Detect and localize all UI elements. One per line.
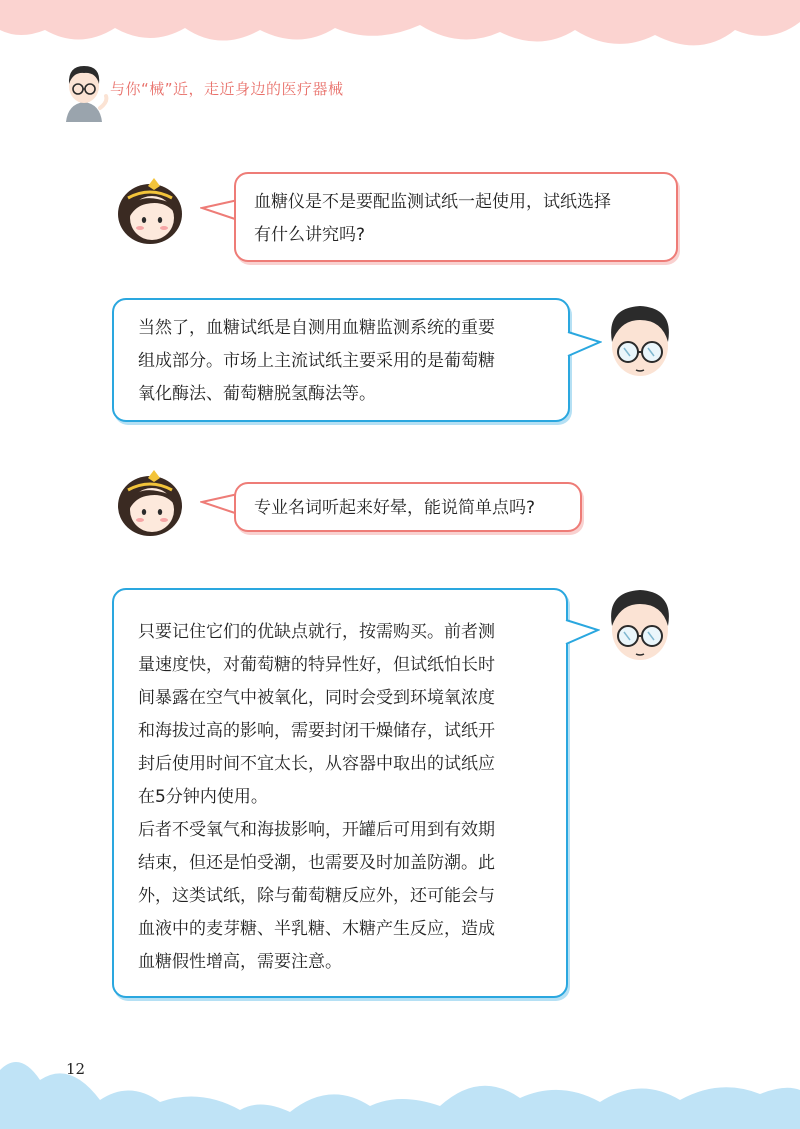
doctor-avatar-icon <box>598 582 682 670</box>
header-title: 与你“械”近，走近身边的医疗器械 <box>110 80 344 98</box>
girl-avatar-icon <box>110 176 190 246</box>
dialogue-text: 只要记住它们的优缺点就行，按需购买。前者测 量速度快，对葡萄糖的特异性好，但试纸怕长时 间暴露在空气中被氧化，同时会受到环境氧浓度 和海拔过高的影响，需要封闭干燥储存，试纸开 封后使用时间不宜太长，从容器中取出的试纸应 在5分钟内使用。 后者不受氧气和海拔影响，开罐后可用到有效期 结束，但还是怕受潮，也需要及时加盖防潮。此 外，这类试纸，除与葡萄糖反应外，还可能会与 血液中的麦芽糖、半乳糖、木糖产生反应，造成 血糖假性增高，需要注意。 <box>138 622 495 972</box>
dialogue-text: 专业名词听起来好晕，能说简单点吗? <box>254 498 536 518</box>
doctor-avatar-icon <box>598 298 682 386</box>
speech-tail <box>564 616 600 650</box>
bottom-cloud-decoration <box>0 1040 800 1129</box>
top-cloud-decoration <box>0 0 800 70</box>
speech-bubble <box>234 482 582 532</box>
speech-bubble <box>112 298 570 422</box>
dialogue-text: 血糖仪是不是要配监测试纸一起使用，试纸选择 有什么讲究吗? <box>254 192 611 245</box>
speech-tail <box>566 328 602 362</box>
girl-avatar-icon <box>110 468 190 538</box>
doctor-mascot-icon <box>58 60 110 122</box>
page-number: 12 <box>66 1060 86 1078</box>
dialogue-text: 当然了，血糖试纸是自测用血糖监测系统的重要 组成部分。市场上主流试纸主要采用的是葡萄糖 氧化酶法、葡萄糖脱氢酶法等。 <box>138 318 495 404</box>
speech-bubble <box>112 588 568 998</box>
speech-bubble <box>234 172 678 262</box>
